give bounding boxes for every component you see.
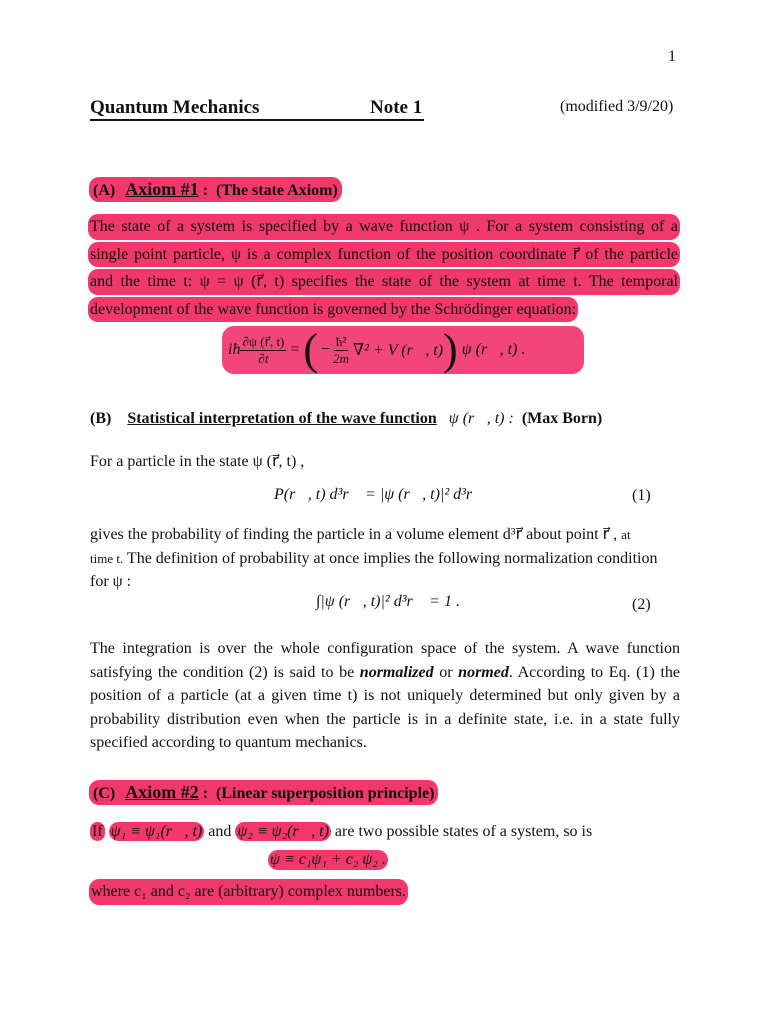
section-c-subtitle: (Linear superposition principle) [216, 785, 435, 802]
section-a-colon: : [202, 182, 209, 199]
section-c-line1 [90, 820, 680, 844]
section-a-label: (A) [93, 182, 116, 199]
section-c-axiom: Axiom #2 [125, 782, 199, 802]
section-a-line: and the time t: ψ = ψ (r⃗, t) specifies the state of the system at time t. The temporal [88, 269, 680, 295]
title-right: Note 1 [370, 97, 423, 118]
eq-tail: ψ (r⃗, t) . [461, 341, 526, 358]
page-number: 1 [668, 48, 676, 65]
eq-lhs-den: ∂t [258, 350, 269, 366]
section-b-label: (B) [90, 410, 112, 427]
equation-2-number: (2) [632, 596, 651, 613]
eq-hbar-fraction [333, 334, 349, 367]
psi2-def: ψ₂ ≡ ψ₂(r⃗, t) [237, 823, 329, 840]
psi1-def: ψ₁ ≡ ψ₁(r⃗, t) [110, 823, 203, 840]
section-b-para2 [90, 637, 680, 755]
eq-lhs-fraction [240, 334, 286, 367]
para2-line2-start: satisfying the condition (2) is said to be [90, 663, 360, 681]
section-b-intro: For a particle in the state ψ (r⃗, t) , [90, 453, 305, 470]
eq-rest: ∇² + V (r⃗, t) [353, 342, 444, 359]
eq-minus: − [321, 341, 331, 358]
eq-equals: = [290, 341, 300, 358]
where-line: where c₁ and c₂ are (arbitrary) complex numbers. [89, 879, 408, 905]
section-b-para1 [90, 523, 680, 594]
para2-line: probability distribution even when the particle is in a definite state, i.e. in a state fully [90, 710, 680, 728]
and-word: and [208, 823, 232, 840]
para1-at: at [621, 527, 631, 542]
para2-line: position of a particle (at a given time t) is not uniquely determined but only given by a [90, 687, 680, 704]
line1-tail: are two possible states of a system, so is [334, 823, 593, 840]
para1-line1: gives the probability of finding the particle in a volume element d³r⃗ about point r⃗ , [90, 526, 618, 543]
section-b-math: ψ (r⃗, t) : [448, 410, 514, 427]
para1-line2: The definition of probability at once implies the following normalization condition [123, 549, 658, 567]
equation-1: P(r⃗, t) d³r⃗ = |ψ (r⃗, t)|² d³r⃗ [274, 486, 485, 503]
section-a-line: The state of a system is specified by a wave function ψ . For a system consisting of a [88, 214, 680, 240]
para1-line3: for ψ : [90, 573, 132, 590]
section-a-body [88, 214, 680, 322]
normalized-term: normalized [359, 663, 434, 681]
superposition-equation: ψ ≡ c₁ψ₁ + c₂ ψ₂ . [270, 851, 386, 868]
section-c-heading [89, 780, 438, 805]
section-b-heading [90, 410, 602, 428]
section-c-colon: : [202, 785, 209, 802]
eq-paren-left: ( [303, 325, 319, 374]
equation-1-number: (1) [632, 487, 651, 504]
para2-line: The integration is over the whole configuration space of the system. A wave function [90, 640, 680, 657]
section-a-axiom: Axiom #1 [125, 179, 199, 199]
para2-line-2 [90, 661, 680, 685]
title-underline [90, 119, 424, 121]
para2-line: specified according to quantum mechanics. [90, 734, 367, 751]
section-a-heading [89, 177, 342, 202]
para1-small: time t. [90, 550, 124, 566]
section-b-title: Statistical interpretation of the wave function [127, 410, 437, 427]
section-c-label: (C) [93, 785, 116, 802]
modified-date: (modified 3/9/20) [560, 98, 674, 115]
para2-or: or [433, 663, 459, 681]
eq-hbar-num: ħ² [335, 333, 347, 349]
section-a-line: development of the wave function is governed by the Schrödinger equation: [88, 297, 578, 323]
if-word: If [92, 823, 103, 840]
section-b-credit: (Max Born) [521, 410, 603, 427]
section-a-line: single point particle, ψ is a complex function of the position coordinate r⃗ of the particle [88, 242, 680, 268]
equation-2: ∫|ψ (r⃗, t)|² d³r⃗ = 1 . [316, 593, 460, 610]
eq-hbar-den: 2m [333, 350, 349, 366]
para2-line2-tail: . According to Eq. (1) the [508, 663, 681, 681]
eq-lhs-num: ∂ψ (r⃗, t) [242, 333, 285, 349]
section-a-subtitle: (The state Axiom) [216, 182, 338, 199]
normed-term: normed [458, 663, 509, 681]
eq-paren-right: ) [443, 325, 458, 374]
title-left: Quantum Mechanics [90, 97, 260, 118]
schrodinger-equation [228, 322, 525, 378]
eq-lhs-prefix: iħ [228, 341, 241, 358]
